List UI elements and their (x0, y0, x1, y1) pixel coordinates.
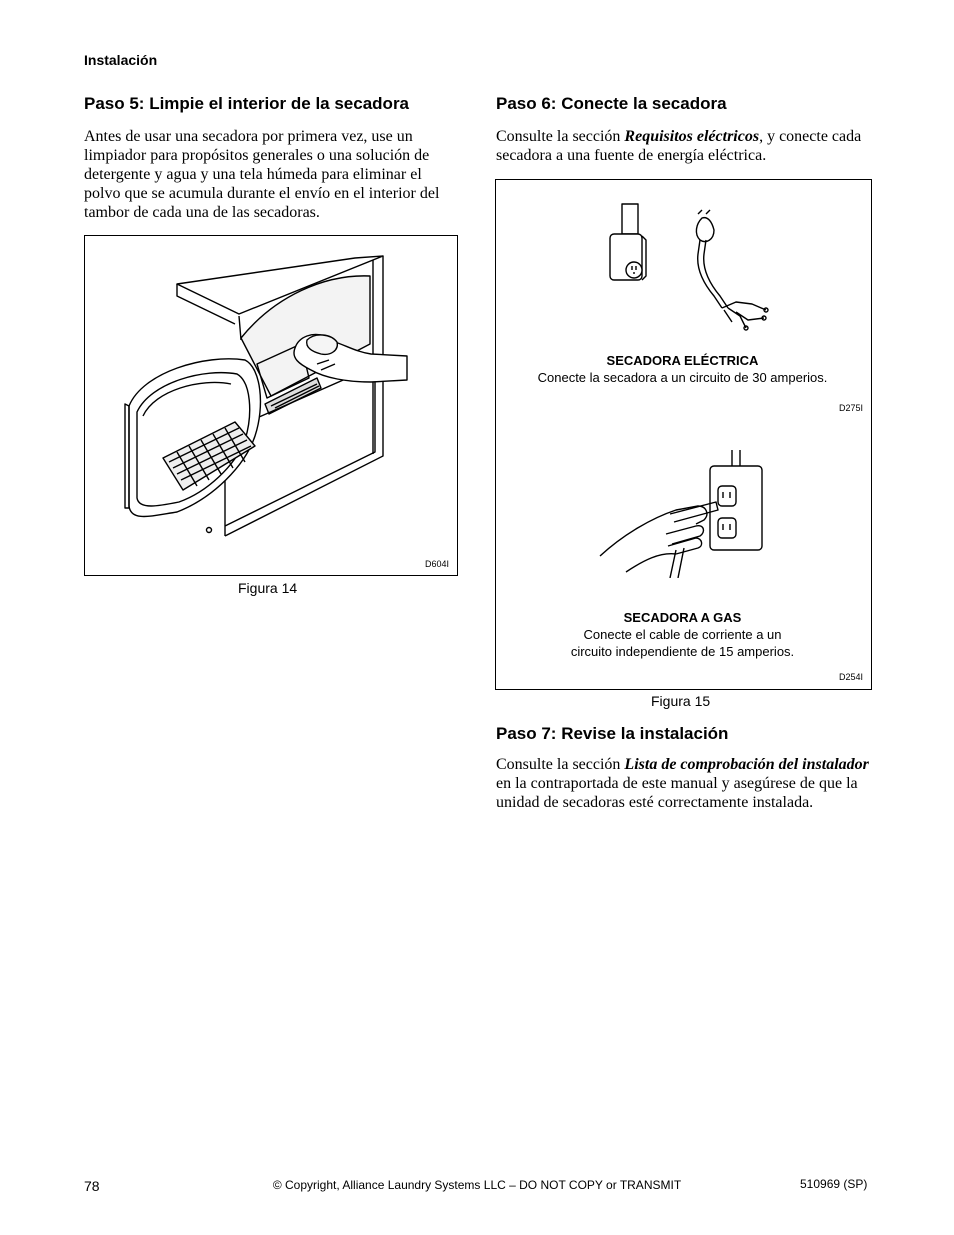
figure-14-code: D604I (424, 559, 449, 569)
step5-title: Paso 5: Limpie el interior de la secadora (84, 94, 410, 113)
section-label: Instalación (84, 52, 158, 68)
electric-figure-code: D275I (838, 403, 863, 413)
step6-body: Consulte la sección Requisitos eléctricos, y conecte cada secadora a una fuente de energía eléctrica. (496, 128, 862, 164)
electric-dryer-text: Conecte la secadora a un circuito de 30 amperios. (537, 370, 828, 385)
gas-dryer-text-line2: circuito independiente de 15 amperios. (570, 644, 795, 659)
page-number: 78 (84, 1178, 100, 1194)
figure-14-caption: Figura 14 (238, 580, 298, 596)
dryer-cleaning-illustration (85, 236, 457, 575)
step5-body: Antes de usar una secadora por primera vez, use un limpiador para propósitos generales o una solución de detergente y agua y una tela húmeda para eliminar el polvo que se acumula durante el envío en el interior del tambor de cada una de las secadoras. (84, 128, 440, 221)
gas-figure-code: D254I (838, 672, 863, 682)
step6-title: Paso 6: Conecte la secadora (496, 94, 727, 113)
figure-14-frame (84, 235, 458, 576)
electric-dryer-note (496, 352, 869, 386)
gas-plug-illustration (596, 448, 776, 578)
gas-dryer-note (496, 609, 869, 660)
step7-body: Consulte la sección Lista de comprobación del instalador en la contraportada de este manual y asegúrese de que la unidad de secadoras esté correctamente instalada. (496, 756, 869, 811)
figure-15-frame (495, 179, 872, 690)
electric-plug-illustration (596, 200, 776, 335)
link-requisitos-electricos: Requisitos eléctricos (624, 128, 760, 145)
gas-dryer-heading: SECADORA A GAS (623, 610, 742, 625)
document-number: 510969 (SP) (800, 1177, 868, 1191)
copyright-notice: © Copyright, Alliance Laundry Systems LLC – DO NOT COPY or TRANSMIT (272, 1178, 682, 1192)
figure-15-caption: Figura 15 (651, 693, 711, 709)
electric-dryer-heading: SECADORA ELÉCTRICA (606, 353, 759, 368)
step7-title: Paso 7: Revise la instalación (496, 724, 729, 743)
link-lista-comprobacion: Lista de comprobación del instalador (624, 756, 869, 773)
gas-dryer-text-line1: Conecte el cable de corriente a un (583, 627, 782, 642)
